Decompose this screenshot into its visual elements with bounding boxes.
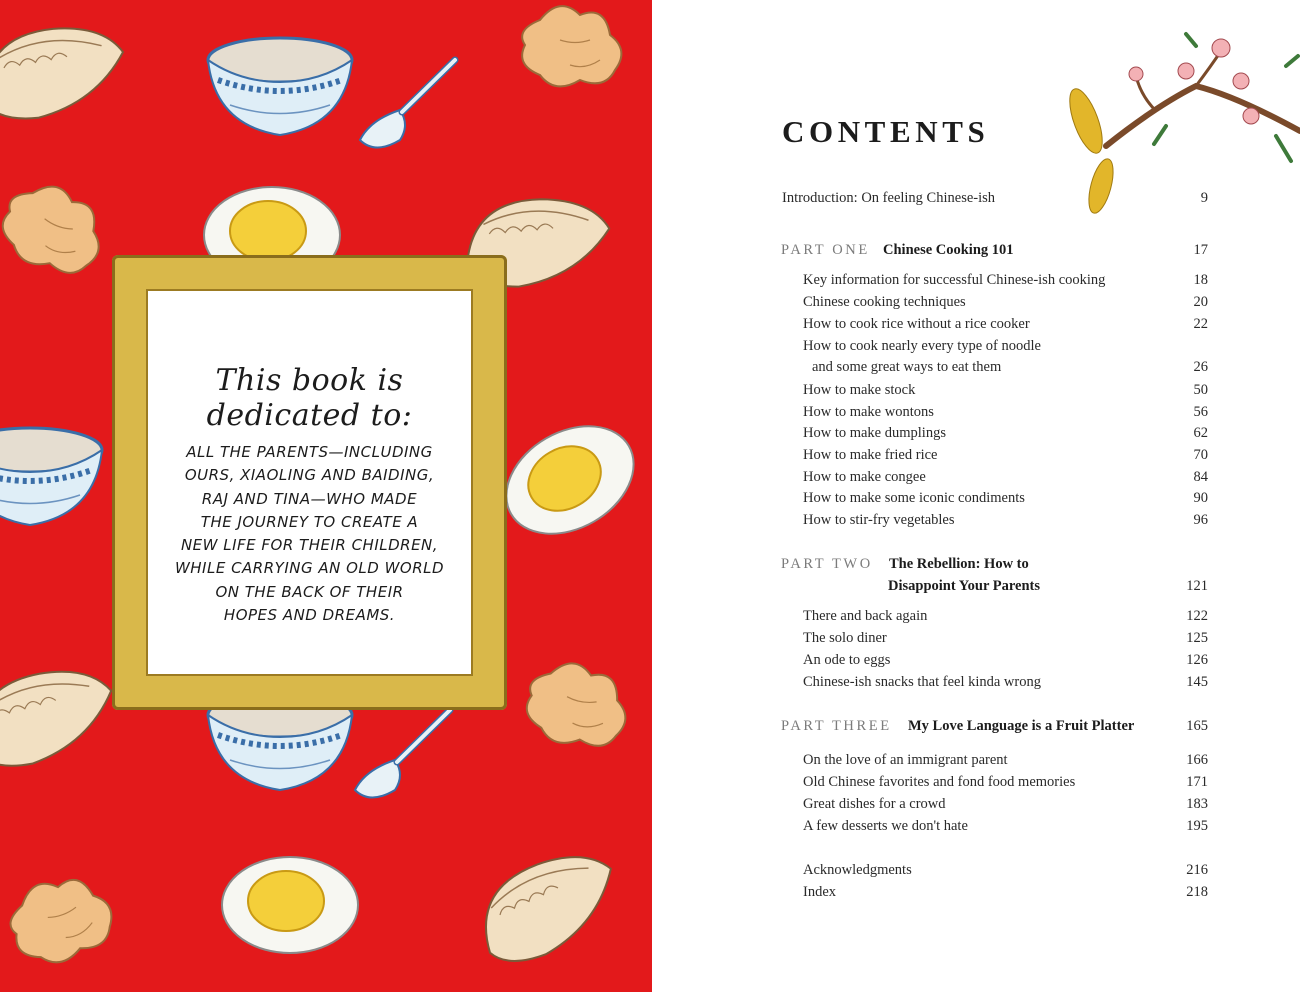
dedication-line: ON THE BACK OF THEIR (215, 582, 404, 601)
toc-page-number: 145 (1186, 674, 1208, 690)
toc-entry-title: Acknowledgments (803, 862, 912, 878)
toc-page-number: 216 (1186, 862, 1208, 878)
toc-entry-title: There and back again (803, 608, 928, 624)
toc-page-number: 22 (1193, 316, 1208, 332)
dumpling-icon (0, 657, 124, 777)
dedication-line: WHILE CARRYING AN OLD WORLD (174, 559, 445, 578)
dedication-card (146, 289, 473, 676)
part-title[interactable]: The Rebellion: How to (889, 556, 1029, 572)
ginger-icon (522, 6, 621, 86)
toc-entry-title: How to make wontons (803, 404, 934, 420)
dedication-title: This book is dedicated to: (206, 363, 413, 433)
toc-entry-title: How to cook nearly every type of noodle (803, 338, 1041, 354)
toc-page-number: 122 (1186, 608, 1208, 624)
toc-entry-title: How to make dumplings (803, 425, 946, 441)
rice-bowl-icon (0, 428, 102, 525)
boiled-egg-icon (222, 857, 358, 953)
toc-page-number: 18 (1193, 272, 1208, 288)
toc-entry-title: How to make some iconic condiments (803, 490, 1025, 506)
toc-entry-title: An ode to eggs (803, 652, 891, 668)
dedication-line: THE JOURNEY TO CREATE A (200, 512, 419, 531)
toc-page-number: 9 (1200, 190, 1208, 206)
toc-page-number: 171 (1186, 774, 1208, 790)
toc-entry-title: Index (803, 884, 837, 900)
toc-page-number: 218 (1186, 884, 1208, 900)
toc-page-number: 195 (1186, 818, 1208, 834)
toc-page-number: 121 (1186, 578, 1208, 594)
spoon-icon (355, 710, 450, 798)
part-label: PART TWO (781, 556, 873, 572)
toc-entry-title: How to stir-fry vegetables (803, 512, 955, 528)
boiled-egg-icon (487, 404, 652, 555)
toc-entry-title: Key information for successful Chinese-ish cooking (803, 272, 1106, 288)
toc-entry-title: The solo diner (803, 630, 887, 646)
toc-page-number: 84 (1193, 469, 1208, 485)
toc-entry-title: How to make congee (803, 469, 926, 485)
toc-page-number: 20 (1193, 294, 1208, 310)
ginger-icon (1, 865, 122, 974)
dedication-text (168, 441, 451, 627)
part-title[interactable]: Chinese Cooking 101 (883, 242, 1014, 258)
toc-page-number: 125 (1186, 630, 1208, 646)
toc-page-number: 17 (1193, 242, 1208, 258)
part-label: PART THREE (781, 718, 892, 734)
ginger-icon (0, 174, 114, 283)
dedication-line: NEW LIFE FOR THEIR CHILDREN, (180, 536, 439, 555)
dumpling-icon (0, 17, 132, 126)
part-label: PART ONE (781, 242, 870, 258)
toc-entry-title: How to cook rice without a rice cooker (803, 316, 1030, 332)
toc-page-number: 183 (1186, 796, 1208, 812)
part-title-line2[interactable]: Disappoint Your Parents (888, 578, 1041, 594)
toc-entry-title: Chinese-ish snacks that feel kinda wrong (803, 674, 1041, 690)
part-title[interactable]: My Love Language is a Fruit Platter (908, 718, 1135, 734)
toc-page-number: 90 (1193, 490, 1208, 506)
contents-heading: CONTENTS (782, 114, 990, 149)
toc-entry-title: How to make fried rice (803, 447, 938, 463)
contents-page (652, 0, 1300, 992)
gilded-frame (112, 255, 507, 710)
toc-page-number: 50 (1193, 382, 1208, 398)
dedication-line: ALL THE PARENTS—INCLUDING (186, 443, 433, 461)
toc-entry-title: On the love of an immigrant parent (803, 752, 1008, 768)
toc-entry-title: A few desserts we don't hate (803, 818, 968, 834)
toc-page-number: 56 (1193, 404, 1208, 420)
toc-entry-title: Chinese cooking techniques (803, 294, 966, 310)
dedication-line: RAJ AND TINA—WHO MADE (201, 489, 418, 508)
toc-page-number: 62 (1193, 425, 1208, 441)
toc-page-number: 96 (1193, 512, 1208, 528)
toc-page-number: 165 (1186, 718, 1208, 734)
dumpling-icon (465, 837, 632, 976)
toc-page-number: 126 (1186, 652, 1208, 668)
toc-page-number: 70 (1193, 447, 1208, 463)
toc-entry-title: Great dishes for a crowd (803, 796, 946, 812)
ginger-icon (522, 657, 634, 753)
toc-entry-title: Introduction: On feeling Chinese-ish (782, 190, 996, 206)
toc-entry-title: Old Chinese favorites and fond food memories (803, 774, 1076, 790)
spoon-icon (360, 60, 455, 148)
toc-page-number: 166 (1186, 752, 1208, 768)
toc-entry-title: and some great ways to eat them (812, 359, 1002, 375)
toc-entry-title: How to make stock (803, 382, 916, 398)
table-of-contents (652, 0, 1300, 992)
dedication-line: HOPES AND DREAMS. (223, 606, 396, 625)
rice-bowl-icon (208, 38, 352, 135)
toc-page-number: 26 (1193, 359, 1208, 375)
dedication-line: OURS, XIAOLING AND BAIDING, (184, 466, 435, 485)
